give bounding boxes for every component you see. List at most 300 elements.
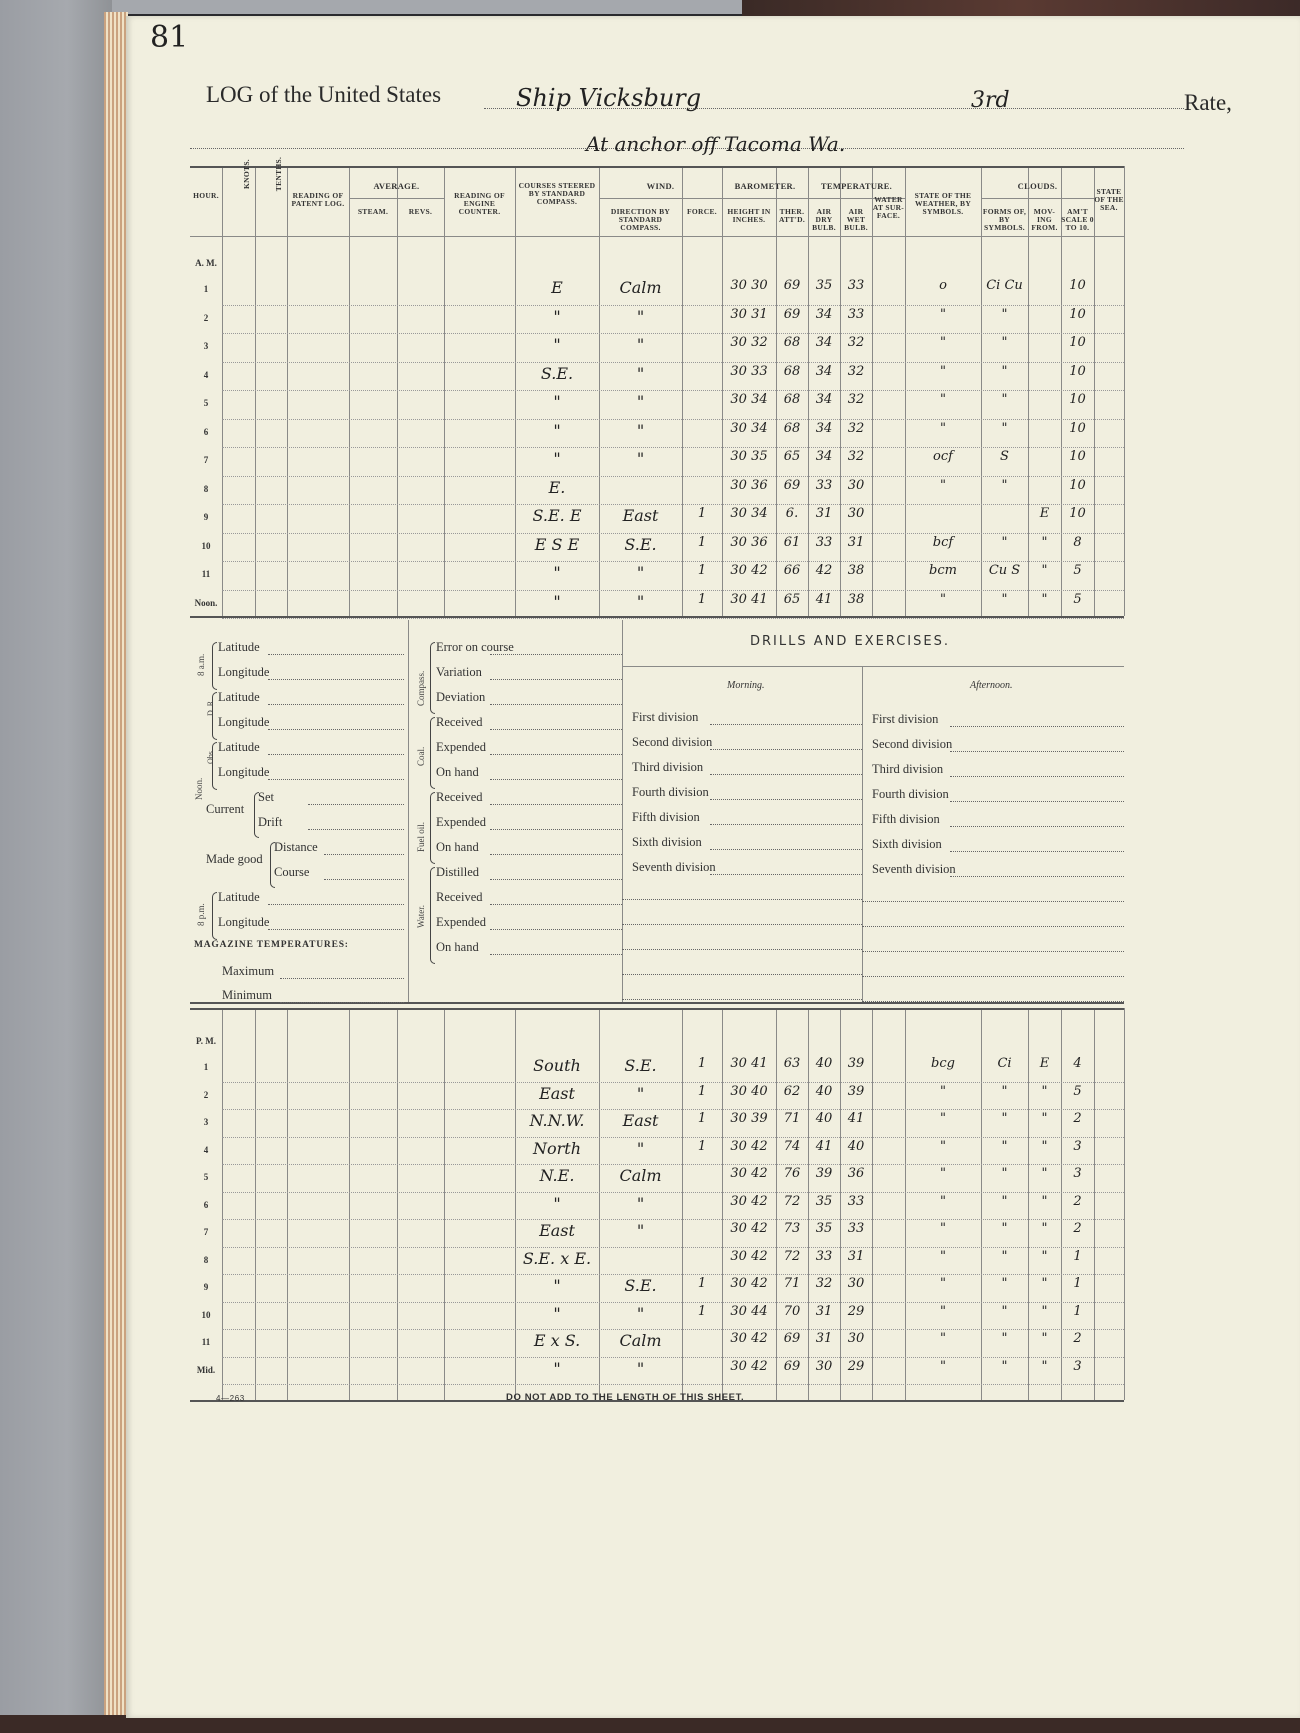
dry-cell: 40	[815, 1083, 833, 1099]
air-dry-header: AIR DRY BULB.	[812, 207, 836, 232]
dry-cell: 33	[815, 477, 833, 493]
course-cell: East	[539, 1221, 575, 1240]
clouds-group-header: CLOUDS.	[1017, 181, 1058, 191]
forms-cell: S	[1000, 449, 1009, 464]
afternoon-division-label: First division	[872, 712, 939, 726]
weather-cell: "	[940, 1303, 946, 1319]
ther-cell: 68	[783, 392, 801, 407]
wet-cell: 29	[847, 1358, 865, 1374]
wet-cell: 32	[847, 449, 865, 464]
form-number: 4—263	[216, 1394, 245, 1403]
dir-cell: "	[636, 1303, 645, 1323]
force-cell: 1	[697, 563, 707, 578]
moving-cell: "	[1041, 1138, 1048, 1154]
weather-cell: "	[940, 420, 946, 436]
height-cell: 30 42	[730, 1166, 768, 1181]
knots-header: KNOTS.	[241, 159, 251, 189]
wet-cell: 30	[847, 1276, 865, 1291]
dry-cell: 34	[815, 392, 833, 407]
hour-cell: 1	[203, 1062, 209, 1072]
dry-cell: 30	[815, 1358, 833, 1374]
ther-cell: 66	[783, 563, 801, 578]
height-cell: 30 34	[730, 506, 768, 521]
ther-header: THER. ATT'D.	[778, 207, 806, 224]
morning-division-label: Third division	[632, 760, 704, 774]
force-cell: 1	[697, 1111, 707, 1126]
amount-cell: 2	[1073, 1111, 1082, 1126]
forms-cell: "	[1001, 1221, 1008, 1236]
compass-group-label: Compass.	[416, 670, 426, 706]
hour-cell: 9	[203, 512, 209, 522]
ther-cell: 74	[783, 1138, 801, 1154]
ther-cell: 68	[783, 363, 801, 379]
wet-cell: 30	[847, 1331, 865, 1346]
wind-group-header: WIND.	[646, 181, 675, 191]
force-cell: 1	[697, 1303, 707, 1319]
course-cell: E.	[548, 477, 566, 497]
afternoon-division-label: Sixth division	[872, 837, 942, 851]
amount-cell: 4	[1073, 1056, 1082, 1071]
dir-cell: "	[636, 335, 645, 354]
course-cell: E x S.	[533, 1331, 581, 1350]
dir-cell: East	[622, 506, 659, 525]
course-cell: "	[553, 449, 561, 468]
dry-cell: 31	[815, 1331, 833, 1346]
background-left	[0, 0, 112, 1733]
water-header: WATER AT SUR-FACE.	[872, 195, 905, 220]
pm-log-table	[190, 1008, 1124, 1388]
amount-cell: 5	[1073, 591, 1082, 607]
course-cell: S.E. E	[532, 506, 582, 525]
forms-cell: "	[1001, 1166, 1008, 1181]
dir-cell: "	[636, 1221, 645, 1240]
wet-cell: 38	[847, 591, 865, 607]
period-label: P. M.	[196, 1036, 216, 1046]
morning-division-label: Fifth division	[632, 810, 700, 824]
compass-expended-label: Expended	[436, 815, 486, 829]
moving-cell: "	[1041, 1331, 1048, 1346]
steam-header: STEAM.	[357, 207, 389, 216]
height-cell: 30 42	[730, 1248, 768, 1264]
position-drift-label: Drift	[258, 815, 283, 829]
weather-cell: "	[940, 1083, 946, 1099]
position-latitude-label: Latitude	[218, 890, 260, 904]
weather-cell: "	[940, 1111, 946, 1126]
course-cell: South	[533, 1056, 581, 1075]
course-cell: "	[553, 1303, 561, 1323]
hour-cell: Mid.	[196, 1364, 216, 1375]
hour-cell: 3	[203, 341, 209, 351]
hour-cell: 4	[203, 369, 209, 380]
hour-cell: 2	[203, 312, 209, 323]
force-cell: 1	[697, 506, 707, 521]
water-group-label: Water.	[416, 904, 426, 928]
weather-cell: "	[940, 1248, 946, 1264]
ther-cell: 72	[783, 1248, 801, 1264]
position-latitude-label: Latitude	[218, 690, 260, 704]
wet-cell: 38	[847, 563, 865, 578]
dry-cell: 35	[815, 278, 833, 293]
wet-cell: 32	[847, 363, 865, 379]
afternoon-division-label: Third division	[872, 762, 944, 776]
ther-cell: 68	[783, 335, 801, 350]
compass-received-label: Received	[436, 715, 483, 729]
weather-cell: "	[940, 1358, 946, 1374]
morning-label: Morning.	[727, 680, 765, 691]
course-cell: "	[553, 563, 561, 582]
amount-cell: 1	[1073, 1303, 1082, 1319]
hour-cell: 9	[203, 1282, 209, 1292]
wet-cell: 40	[847, 1138, 865, 1154]
height-cell: 30 33	[730, 363, 768, 379]
weather-cell: "	[940, 1193, 946, 1209]
dir-cell: "	[636, 363, 645, 383]
ther-cell: 62	[783, 1083, 801, 1099]
forms-cell: "	[1001, 1111, 1008, 1126]
forms-cell: "	[1001, 363, 1008, 379]
amount-cell: 2	[1073, 1331, 1082, 1346]
made-good-label: Made good	[206, 852, 263, 866]
forms-cell: "	[1001, 335, 1008, 350]
am-log-table	[190, 156, 1124, 636]
pm8-label: 8 p.m.	[196, 903, 206, 926]
moving-cell: "	[1041, 1083, 1048, 1099]
moving-cell: "	[1041, 1111, 1048, 1126]
wet-cell: 41	[847, 1111, 865, 1126]
course-cell: "	[553, 420, 561, 440]
dir-cell: S.E.	[624, 534, 657, 554]
height-cell: 30 31	[730, 306, 768, 322]
dry-cell: 39	[815, 1166, 833, 1181]
wet-cell: 36	[847, 1166, 865, 1181]
amount-cell: 2	[1073, 1193, 1082, 1209]
position-latitude-label: Latitude	[218, 740, 260, 754]
course-cell: "	[553, 1193, 561, 1213]
dry-cell: 41	[815, 1138, 833, 1154]
force-header: FORCE.	[687, 207, 717, 216]
weather-cell: bcg	[931, 1056, 955, 1071]
dry-cell: 34	[815, 363, 833, 379]
amount-cell: 3	[1073, 1138, 1082, 1154]
forms-cell: "	[1001, 591, 1008, 607]
forms-cell: "	[1001, 1193, 1008, 1209]
wet-cell: 32	[847, 335, 865, 350]
amount-cell: 3	[1073, 1358, 1082, 1374]
barometer-group-header: BAROMETER.	[734, 181, 796, 191]
ther-cell: 63	[783, 1056, 801, 1071]
amount-cell: 10	[1069, 477, 1086, 493]
ther-cell: 69	[783, 278, 801, 293]
noon-label: Noon.	[194, 777, 204, 800]
rate-value: 3rd	[971, 88, 1010, 113]
height-header: HEIGHT IN INCHES.	[727, 207, 771, 224]
position-longitude-label: Longitude	[218, 715, 270, 729]
dry-cell: 33	[815, 1248, 833, 1264]
ther-cell: 70	[783, 1303, 801, 1319]
amount-cell: 10	[1069, 392, 1086, 407]
height-cell: 30 42	[730, 563, 768, 578]
dry-cell: 35	[815, 1193, 833, 1209]
moving-cell: "	[1041, 1303, 1048, 1319]
height-cell: 30 42	[730, 1138, 768, 1154]
wet-cell: 30	[847, 506, 865, 521]
weather-header: STATE OF THE WEATHER, BY SYMBOLS.	[914, 191, 972, 216]
dir-cell: "	[636, 392, 645, 411]
compass-received-label: Received	[436, 890, 483, 904]
weather-cell: ocf	[933, 449, 953, 464]
hour-cell: 8	[203, 483, 209, 494]
forms-cell: "	[1001, 420, 1008, 436]
dir-cell: Calm	[619, 1331, 662, 1350]
ther-cell: 61	[783, 534, 801, 550]
wet-cell: 31	[847, 1248, 865, 1264]
minimum-label: Minimum	[222, 988, 273, 1002]
compass-expended-label: Expended	[436, 740, 486, 754]
drills-title: DRILLS AND EXERCISES.	[750, 634, 950, 649]
dir-cell: S.E.	[624, 1056, 657, 1075]
position-longitude-label: Longitude	[218, 915, 270, 929]
forms-cell: "	[1001, 477, 1008, 493]
dry-cell: 31	[815, 506, 833, 521]
dry-cell: 31	[815, 1303, 833, 1319]
position-distance-label: Distance	[274, 840, 318, 854]
height-cell: 30 35	[730, 449, 768, 464]
dry-cell: 35	[815, 1221, 833, 1236]
compass-distilled-label: Distilled	[436, 865, 480, 879]
moving-cell: E	[1039, 1056, 1050, 1071]
height-cell: 30 42	[730, 1276, 768, 1291]
forms-cell: "	[1001, 306, 1008, 322]
compass-on_hand-label: On hand	[436, 765, 479, 779]
dir-cell: East	[622, 1111, 659, 1130]
page-edges	[104, 12, 128, 1727]
hour-cell: 1	[203, 284, 209, 294]
forms-header: FORMS OF, BY SYMBOLS.	[982, 207, 1027, 232]
amount-cell: 2	[1073, 1221, 1082, 1236]
wet-cell: 39	[847, 1083, 865, 1099]
magazine-label: MAGAZINE TEMPERATURES:	[194, 940, 349, 950]
dry-cell: 32	[815, 1276, 833, 1291]
height-cell: 30 42	[730, 1331, 768, 1346]
moving-cell: "	[1041, 591, 1048, 607]
weather-cell: "	[940, 1276, 946, 1291]
hour-cell: 7	[203, 455, 209, 465]
background-top	[112, 0, 742, 14]
moving-cell: "	[1041, 1248, 1048, 1264]
obs-label: Obs.	[206, 749, 215, 764]
compass-received-label: Received	[436, 790, 483, 804]
weather-cell: bcm	[929, 563, 957, 578]
ship-name: Ship Vicksburg	[516, 84, 702, 112]
location: At anchor off Tacoma Wa.	[586, 132, 846, 156]
height-cell: 30 42	[730, 1193, 768, 1209]
log-page	[126, 16, 1300, 1718]
ther-cell: 65	[783, 449, 801, 464]
ther-cell: 72	[783, 1193, 801, 1209]
patent-log-header: READING OF PATENT LOG.	[291, 191, 345, 208]
log-title: LOG of the United States	[206, 82, 442, 107]
hour-cell: 5	[203, 398, 209, 408]
dir-cell: S.E.	[624, 1276, 657, 1295]
amount-cell: 10	[1069, 506, 1086, 521]
forms-cell: Ci	[997, 1056, 1012, 1071]
compass-variation-label: Variation	[436, 665, 482, 679]
course-cell: "	[553, 591, 561, 611]
afternoon-division-label: Fifth division	[872, 812, 940, 826]
moving-cell: "	[1041, 1276, 1048, 1291]
moving-cell: "	[1041, 1193, 1048, 1209]
position-longitude-label: Longitude	[218, 765, 270, 779]
amount-cell: 10	[1069, 335, 1086, 350]
dir-cell: "	[636, 1358, 645, 1378]
wet-cell: 33	[847, 278, 865, 293]
ther-cell: 76	[783, 1166, 801, 1181]
amount-cell: 10	[1069, 420, 1086, 436]
wet-cell: 39	[847, 1056, 865, 1071]
height-cell: 30 39	[730, 1111, 768, 1126]
weather-cell: bcf	[932, 534, 954, 550]
height-cell: 30 42	[730, 1221, 768, 1236]
hour-cell: 8	[203, 1254, 209, 1265]
dry-cell: 33	[815, 534, 833, 550]
course-cell: E S E	[534, 534, 580, 554]
course-cell: "	[553, 1276, 561, 1295]
afternoon-division-label: Second division	[872, 737, 953, 751]
force-cell: 1	[697, 591, 707, 607]
middle-section	[190, 616, 1124, 1016]
hour-cell: 2	[203, 1089, 209, 1100]
weather-cell: "	[940, 363, 946, 379]
position-latitude-label: Latitude	[218, 640, 260, 654]
wet-cell: 30	[847, 477, 865, 493]
course-cell: East	[539, 1083, 575, 1103]
dir-cell: Calm	[619, 1166, 662, 1185]
force-cell: 1	[697, 1056, 707, 1071]
dir-cell: "	[636, 1193, 645, 1213]
amount-cell: 10	[1069, 449, 1086, 464]
position-longitude-label: Longitude	[218, 665, 270, 679]
dry-cell: 41	[815, 591, 833, 607]
current-label: Current	[206, 802, 245, 816]
hour-cell: 5	[203, 1172, 209, 1182]
weather-cell: "	[940, 1138, 946, 1154]
page-number: 81	[150, 20, 189, 55]
engine-counter-header: READING OF ENGINE COUNTER.	[454, 191, 505, 216]
courses-header: COURSES STEERED BY STANDARD COMPASS.	[518, 181, 596, 206]
dir-cell: "	[636, 306, 645, 326]
weather-cell: "	[940, 335, 946, 350]
moving-header: MOV-ING FROM.	[1031, 207, 1058, 232]
height-cell: 30 30	[730, 278, 768, 293]
dir-cell: "	[636, 1083, 645, 1103]
ther-cell: 65	[783, 591, 801, 607]
height-cell: 30 41	[730, 1056, 768, 1071]
height-cell: 30 44	[730, 1303, 768, 1319]
moving-cell: "	[1041, 1221, 1048, 1236]
afternoon-label: Afternoon.	[970, 680, 1013, 691]
hour-cell: 4	[203, 1144, 209, 1155]
course-cell: N.N.W.	[529, 1111, 585, 1130]
wet-cell: 33	[847, 1221, 865, 1236]
maximum-label: Maximum	[222, 964, 275, 978]
morning-division-label: Second division	[632, 735, 713, 749]
tenths-header: TENTHS.	[274, 156, 283, 192]
afternoon-division-label: Seventh division	[872, 862, 956, 876]
am8-label: 8 a.m.	[196, 653, 206, 676]
temperature-group-header: TEMPERATURE.	[820, 181, 893, 191]
amount-header: AM'T SCALE 0 TO 10.	[1061, 207, 1094, 232]
dry-cell: 40	[815, 1111, 833, 1126]
average-group-header: AVERAGE.	[373, 181, 420, 191]
moving-cell: "	[1041, 1358, 1048, 1374]
course-cell: S.E.	[540, 363, 574, 383]
ther-cell: 6.	[785, 506, 799, 521]
weather-cell: "	[940, 1331, 946, 1346]
rate-label: Rate,	[1184, 90, 1232, 115]
dry-cell: 34	[815, 420, 833, 436]
dry-cell: 42	[815, 563, 833, 578]
wet-cell: 33	[847, 306, 865, 322]
weather-cell: "	[940, 1166, 946, 1181]
hour-cell: 6	[203, 426, 209, 437]
compass-on_hand-label: On hand	[436, 840, 479, 854]
height-cell: 30 34	[730, 420, 768, 436]
position-course-label: Course	[274, 865, 310, 879]
direction-header: DIRECTION BY STANDARD COMPASS.	[610, 207, 671, 232]
dir-cell: "	[636, 1138, 645, 1158]
hour-cell: 3	[203, 1117, 209, 1127]
course-cell: "	[553, 335, 561, 354]
forms-cell: "	[1001, 1276, 1008, 1291]
footer-note: DO NOT ADD TO THE LENGTH OF THIS SHEET.	[506, 1392, 745, 1403]
height-cell: 30 36	[730, 477, 768, 493]
force-cell: 1	[697, 534, 707, 550]
compass-deviation-label: Deviation	[436, 690, 486, 704]
dir-cell: "	[636, 420, 645, 440]
dry-cell: 34	[815, 449, 833, 464]
forms-cell: "	[1001, 392, 1008, 407]
compass-expended-label: Expended	[436, 915, 486, 929]
hour-header: HOUR.	[193, 191, 219, 200]
fuel-oil-group-label: Fuel oil.	[416, 821, 426, 852]
weather-cell: "	[940, 392, 946, 407]
hour-cell: 11	[201, 1337, 211, 1347]
moving-cell: E	[1039, 506, 1050, 521]
forms-cell: "	[1001, 1331, 1008, 1346]
dir-cell: "	[636, 591, 645, 611]
height-cell: 30 32	[730, 335, 768, 350]
dry-cell: 40	[815, 1056, 833, 1071]
moving-cell: "	[1041, 534, 1048, 550]
force-cell: 1	[697, 1276, 707, 1291]
forms-cell: Ci Cu	[986, 278, 1023, 293]
forms-cell: Cu S	[988, 563, 1021, 578]
hour-cell: 10	[201, 1309, 211, 1320]
wet-cell: 32	[847, 420, 865, 436]
force-cell: 1	[697, 1138, 707, 1154]
forms-cell: "	[1001, 1083, 1008, 1099]
hour-cell: 6	[203, 1199, 209, 1210]
ther-cell: 69	[783, 477, 801, 493]
amount-cell: 5	[1073, 563, 1082, 578]
course-cell: North	[532, 1138, 581, 1158]
morning-division-label: First division	[632, 710, 699, 724]
amount-cell: 10	[1069, 306, 1086, 322]
ther-cell: 69	[783, 1358, 801, 1374]
ther-cell: 71	[783, 1276, 801, 1291]
hour-cell: 11	[201, 569, 211, 579]
moving-cell: "	[1041, 1166, 1048, 1181]
